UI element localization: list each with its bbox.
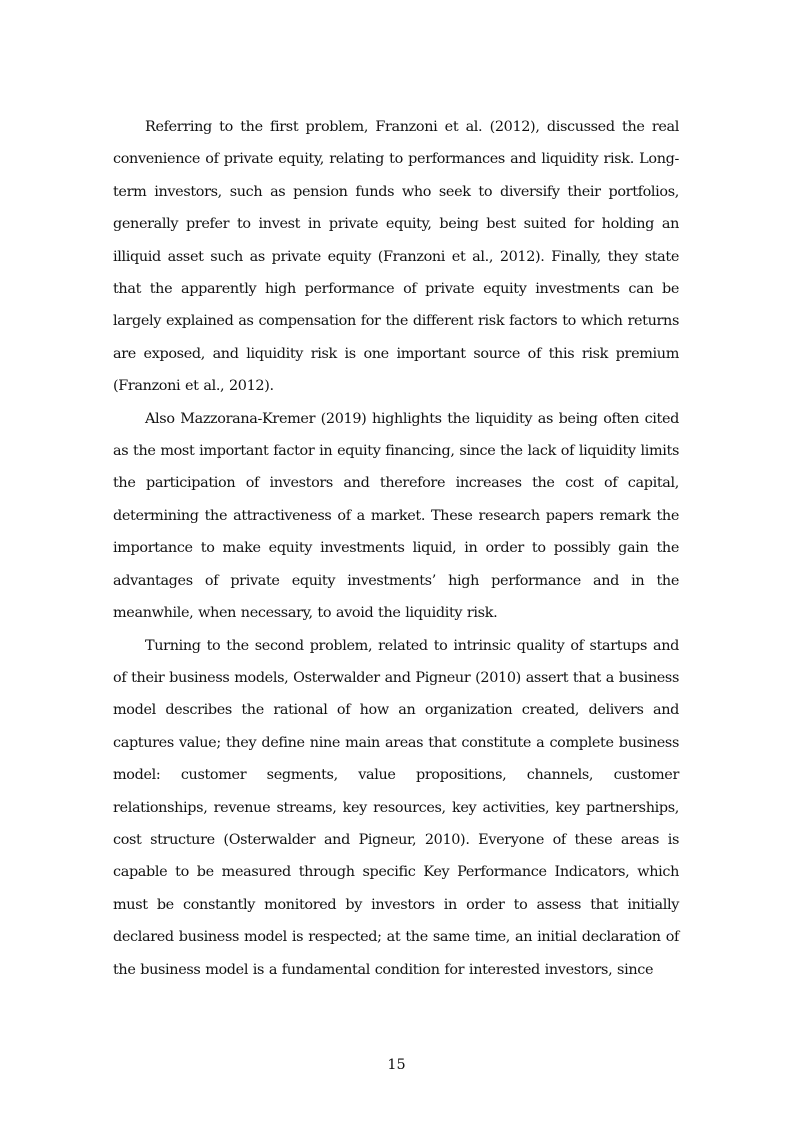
paragraph-osterwalder-pigneur: Turning to the second problem, related to intrinsic quality of startups and of their business models, Osterwalder and Pigneur (2010) assert that a business model describes the rational of how an organization created, delivers and captures value; they define nine main areas that constitute a complete business model: customer segments, value propositions, channels, customer relationships, revenue streams, key resources, key activities, key partnerships, cost structure (Osterwalder and Pigneur, 2010). Everyone of these areas is capable to be measured through specific Key Performance Indicators, which must be constantly monitored by investors in order to assess that initially declared business model is respected; at the same time, an initial declaration of the business model is a fundamental condition for interested investors, since (113, 637, 679, 978)
page-body (113, 111, 679, 986)
paragraph-franzoni: Referring to the first problem, Franzoni et al. (2012), discussed the real convenience of private equity, relating to performances and liquidity risk. Long-term investors, such as pension funds who seek to diversify their portfolios, generally prefer to invest in private equity, being best suited for holding an illiquid asset such as private equity (Franzoni et al., 2012). Finally, they state that the apparently high performance of private equity investments can be largely explained as compensation for the different risk factors to which returns are exposed, and liquidity risk is one important source of this risk premium (Franzoni et al., 2012). (113, 119, 679, 395)
page-number: 15 (387, 1057, 406, 1073)
paragraph-mazzorana-kremer: Also Mazzorana-Kremer (2019) highlights the liquidity as being often cited as the most important factor in equity financing, since the lack of liquidity limits the participation of investors and therefore increases the cost of capital, determining the attractiveness of a market. These research papers remark the importance to make equity investments liquid, in order to possibly gain the advantages of private equity investments’ high performance and in the meanwhile, when necessary, to avoid the liquidity risk. (113, 410, 679, 622)
